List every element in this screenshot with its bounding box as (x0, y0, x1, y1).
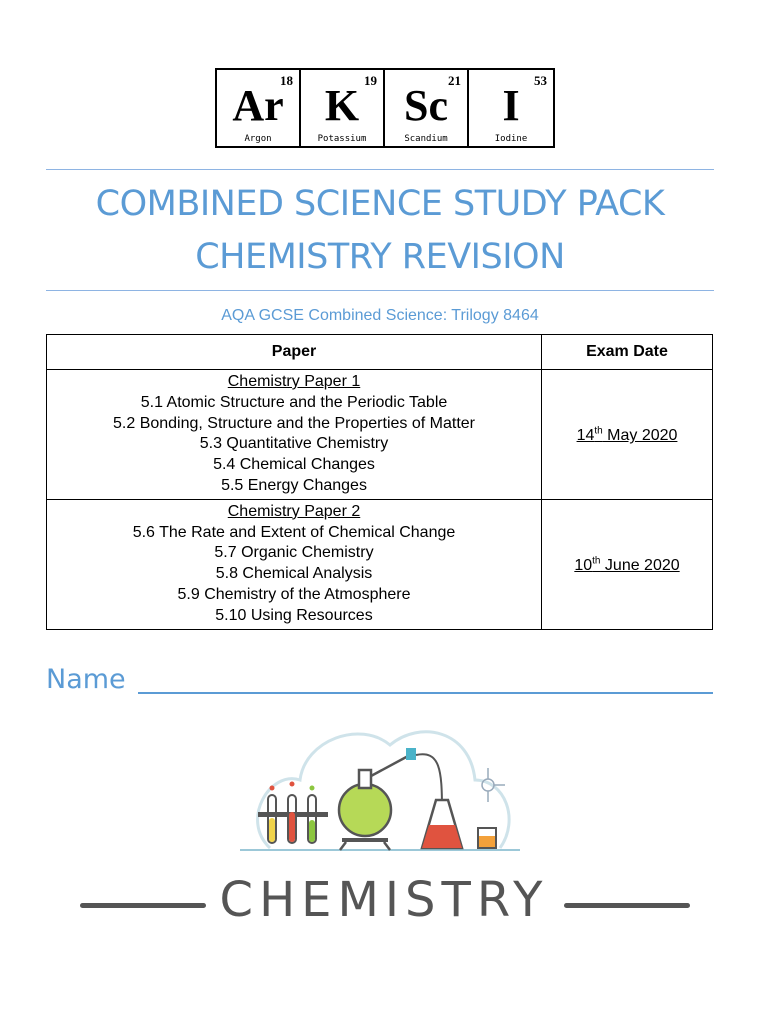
exam-date (577, 427, 678, 444)
paper-cell (47, 370, 542, 500)
top-divider (46, 169, 714, 170)
element-symbol: K (324, 81, 360, 130)
table-row (47, 499, 713, 629)
topic: 5.9 Chemistry of the Atmosphere (177, 585, 411, 603)
paper-title: Chemistry Paper 1 (227, 373, 361, 390)
date-day: 10 (574, 556, 593, 574)
exam-date (574, 557, 679, 574)
date-day: 14 (576, 427, 595, 445)
footer-chemistry-word: CHEMISTRY (219, 872, 549, 928)
element-name: Scandium (404, 134, 448, 144)
date-rest: May 2020 (602, 427, 678, 445)
header-paper: Paper (47, 335, 542, 370)
atomic-number: 18 (280, 73, 293, 88)
paper-cell (47, 499, 542, 629)
course-code: AQA GCSE Combined Science: Trilogy 8464 (221, 307, 539, 324)
exam-table (46, 334, 713, 630)
date-rest: June 2020 (600, 556, 680, 574)
table-row (47, 370, 713, 500)
page-subtitle-heading: CHEMISTRY REVISION (195, 237, 565, 277)
name-label: Name (46, 664, 126, 695)
right-dash (564, 903, 690, 908)
topic: 5.2 Bonding, Structure and the Properties of Matter (113, 414, 475, 432)
exam-date-cell (542, 370, 713, 500)
element-name: Iodine (494, 134, 528, 144)
chemistry-illustration-icon (230, 700, 530, 860)
element-tile-iodine (469, 70, 553, 146)
topic: 5.7 Organic Chemistry (214, 544, 374, 562)
element-name: Potassium (317, 134, 367, 144)
topic: 5.6 The Rate and Extent of Chemical Change (132, 523, 456, 541)
topic: 5.3 Quantitative Chemistry (199, 435, 389, 453)
element-symbol: Sc (404, 81, 448, 130)
bottom-divider (46, 290, 714, 291)
name-entry-line[interactable] (138, 692, 713, 694)
element-name: Argon (244, 134, 272, 144)
atomic-number: 53 (534, 73, 547, 88)
topic: 5.5 Energy Changes (221, 476, 367, 494)
exam-date-cell (542, 499, 713, 629)
topic: 5.1 Atomic Structure and the Periodic Table (140, 393, 448, 411)
element-tile-scandium (385, 70, 469, 146)
header-exam-date: Exam Date (542, 335, 713, 370)
page-title: COMBINED SCIENCE STUDY PACK (95, 184, 665, 224)
table-header-row (47, 335, 713, 370)
date-suffix: th (592, 555, 601, 567)
element-tile-argon (217, 70, 301, 146)
element-symbol: I (502, 81, 520, 130)
atomic-number: 21 (448, 73, 461, 88)
element-symbol: Ar (232, 81, 284, 130)
element-logo (215, 68, 555, 148)
atomic-number: 19 (364, 73, 377, 88)
topic: 5.8 Chemical Analysis (215, 565, 373, 583)
paper-title: Chemistry Paper 2 (227, 502, 361, 520)
date-suffix: th (594, 425, 603, 437)
element-tile-potassium (301, 70, 385, 146)
topic: 5.4 Chemical Changes (213, 456, 375, 474)
topic: 5.10 Using Resources (215, 606, 373, 624)
